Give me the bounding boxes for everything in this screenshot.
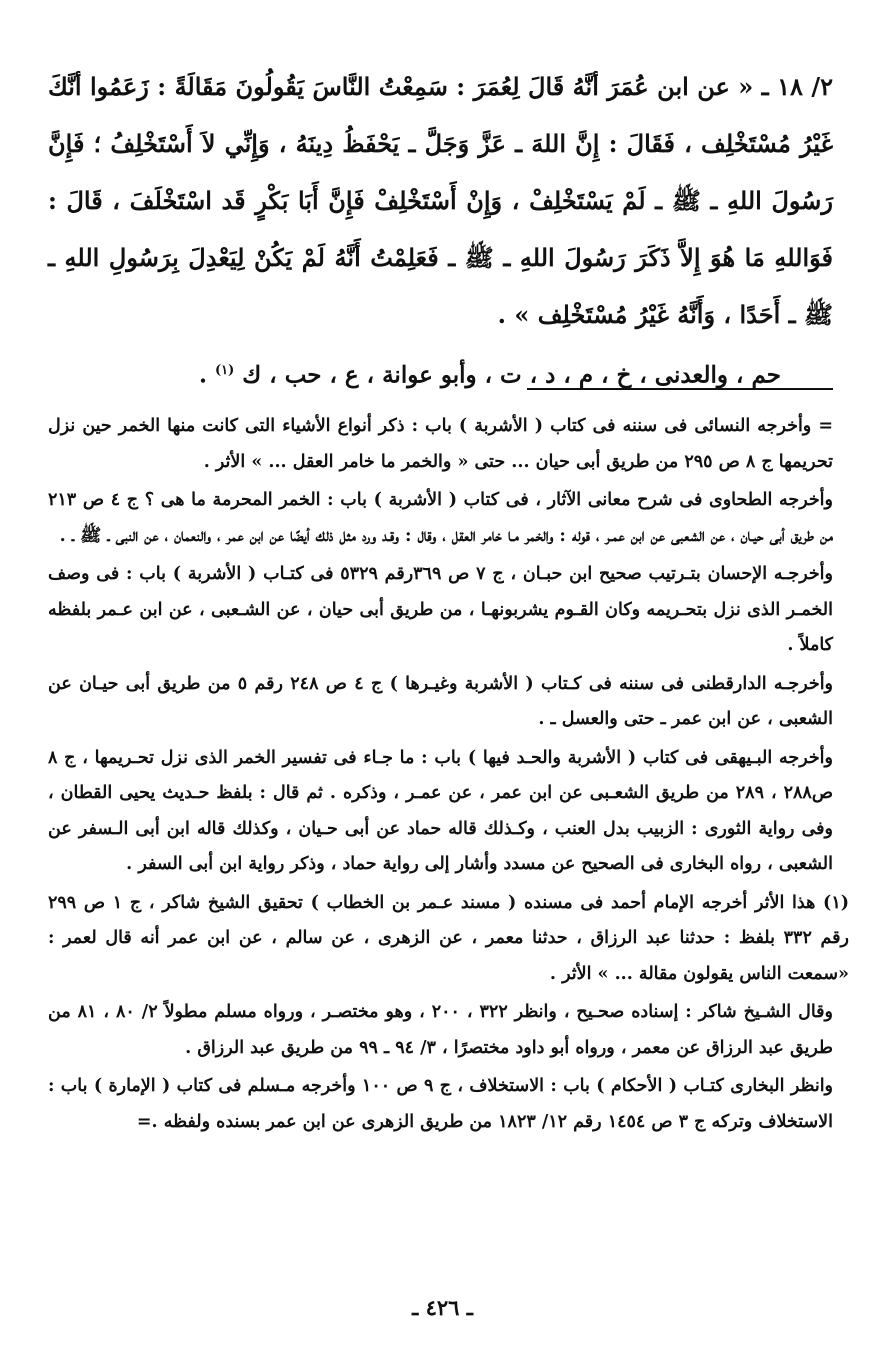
hadith-body: ـ « عن ابن عُمَرَ أنَّهُ قَالَ لِعُمَرَ : سَمِعْتُ النَّاسَ يَقُولُونَ مَقَالَةً : زَعَمُوا أنَّكَ غَيْرُ مُسْتَخْلِف ، فَقَالَ : إِنَّ اللهَ ـ عَزَّ وَجَلَّ ـ يَحْفَظُ دِينَهُ ، وَإِنِّي لاَ أَسْتَخْلِفُ ؛ فَإِنَّ رَسُولَ اللهِ ـ ﷺ ـ لَمْ يَسْتَخْلِفْ ، وَإِنْ أَسْتَخْلِفْ فَإِنَّ أَبَا بَكْرٍ قَد اسْتَخْلَفَ ، قَالَ : فَوَاللهِ مَا هُوَ إِلاَّ ذَكَرَ رَسُولَ اللهِ ـ ﷺ ـ فَعَلِمْتُ أَنَّهُ لَمْ يَكُنْ لِيَعْدِلَ بِرَسُولِ اللهِ ـ ﷺ ـ أَحَدًا ، وَأَنَّهُ غَيْرُ مُسْتَخْلِف » .: [48, 72, 833, 329]
footnote-paragraph-1: (١) هذا الأثر أخرجه الإمام أحمد فى مسنده ( مسند عـمر بن الخطاب ) تحقيق الشيخ شاكر ، ج ١ ص ٢٩٩ رقم ٣٣٢ بلفظ : حدثنا عبد الرزاق ، حدثنا معمر ، عن الزهرى ، عن سالم ، عن ابن عمر أنه قال لعمر : «سمعت الناس يقولون مقالة ... » الأثر .: [48, 892, 849, 984]
footnote-paragraph: وأخرجـه الإحسان بتـرتيب صحيح ابن حبـان ، ج ٧ ص ٣٦٩رقم ٥٣٢٩ فى كتـاب ( الأشربة ) باب : فى وصف الخمـر الذى نزل بتحـريمه وكان القـوم يشربونهـا ، من طريق أبى حيان ، عن الشـعبى ، عن ابن عـمر بلفظه كاملاً .: [48, 564, 833, 655]
footnote-paragraph: وقال الشـيخ شاكر : إسناده صحـيح ، وانظر ٣٢٢ ، ٢٠٠ ، وهو مختصـر ، ورواه مسلم مطولاً ٢/ ٨٠ ، ٨١ من طريق عبد الرزاق عن معمر ، ورواه أبو داود مختصرًا ، ٣/ ٩٤ ـ ٩٩ من طريق عبد الرزاق .: [48, 1002, 833, 1058]
sources-end: .: [198, 361, 215, 389]
hadith-text: [48, 58, 833, 343]
footnotes: [48, 409, 849, 1143]
footnote-marker: (١): [214, 363, 235, 378]
footnote-divider: [527, 388, 833, 390]
footnote-paragraph: وأخرجـه الدارقطنى فى سننه فى كـتاب ( الأشربة وغيـرها ) ج ٤ ص ٢٤٨ رقم ٥ من طريق أبى حيـان عن الشعبى ، عن ابن عمر ـ حتى والعسل ـ .: [48, 673, 834, 729]
page-number: ـ ٤٢٦ ـ: [412, 1295, 473, 1320]
sources-list: حم ، والعدنى ، خ ، م ، د ، ت ، وأبو عوانة ، ع ، حب ، ك: [242, 361, 781, 389]
footnote-paragraph: وانظر البخارى كتـاب ( الأحكام ) باب : الاستخلاف ، ج ٩ ص ١٠٠ وأخرجه مـسلم فى كتاب ( الإمارة ) باب : الاستخلاف وتركه ج ٣ ص ١٤٥٤ رقم ١٢/ ١٨٢٣ من طريق الزهرى عن ابن عمر بسنده ولفظه .=: [48, 1076, 834, 1132]
footnote-paragraph: وأخرجه الطحاوى فى شرح معانى الآثار ، فى كتاب ( الأشربة ) باب : الخمر المحرمة ما هى ؟ ج ٤ ص ٢١٣ من طريق أبى حيـان ، عن الشعبى عن ابن عمـر ، قوله : والخمر مـا خامر العقل ، وقال : وقـد ورد مثل ذلك أيضًا عن ابن عمر ، والنعمان ، عن النبى ـ ﷺ ـ .: [48, 490, 833, 546]
hadith-number: ٢/ ١٨: [777, 72, 834, 101]
footnote-paragraph: = وأخرجه النسائى فى سننه فى كتاب ( الأشربة ) باب : ذكر أنواع الأشياء التى كانت منها الخمر حين نزل تحريمها ج ٨ ص ٢٩٥ من طريق أبى حيان ... حتى « والخمر ما خامر العقل ... » الأثر .: [48, 416, 833, 472]
footnote-paragraph: وأخرجه البـيهقى فى كتاب ( الأشربة والحـد فيها ) باب : ما جـاء فى تفسير الخمر الذى نزل تحـريمها ، ج ٨ ص٢٨٨ ، ٢٨٩ من طريق الشعـبى عن ابن عمر ، عن عمـر ، وذكره . ثم قال : بلفظ حـديث يحيى القطان ، وفى رواية الثورى : الزبيب بدل العنب ، وكـذلك قاله حماد عن أبى حـيان ، وكذلك قاله ابن أبى الـسفر عن الشعبى ، رواه البخارى فى الصحيح عن مسدد وأشار إلى رواية حماد ، وذكر رواية ابن أبى السفر .: [48, 747, 833, 874]
